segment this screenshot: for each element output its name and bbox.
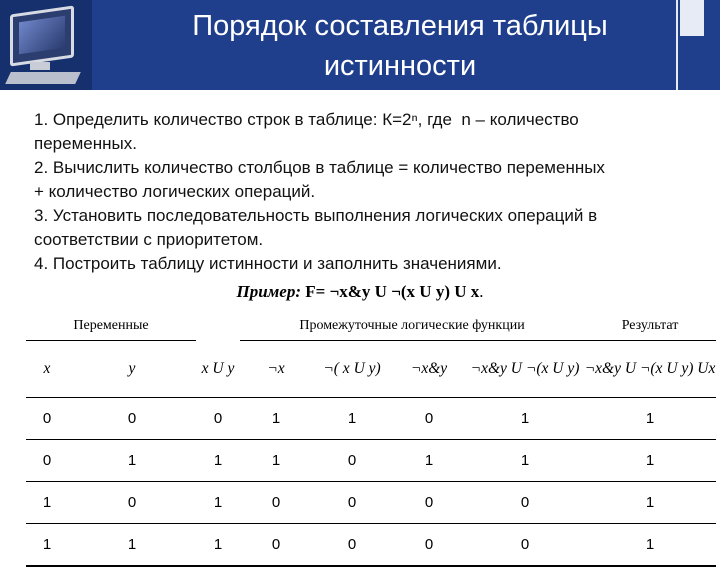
monitor-icon (10, 6, 74, 67)
table-row (26, 524, 716, 567)
table-cell: 1 (26, 524, 68, 567)
step-line: 4. Построить таблицу истинности и заполнить значениями. (34, 254, 502, 273)
table-cell: 1 (196, 482, 240, 524)
group-header-variables: Переменные (26, 312, 196, 341)
table-cell: 0 (68, 482, 196, 524)
slide-title-line-1: Порядок составления таблицы (192, 10, 608, 42)
column-header: ¬x&y U ¬(x U y) (466, 341, 584, 398)
table-cell: 1 (584, 440, 716, 482)
table-row (26, 398, 716, 440)
table-cell: 0 (392, 482, 466, 524)
column-header: ¬( x U y) (312, 341, 392, 398)
step-line: соответствии с приоритетом. (34, 230, 264, 249)
example-formula: F= ¬x&y U ¬(x U y) U x (305, 282, 480, 301)
table-cell: 1 (196, 524, 240, 567)
table-cell: 1 (392, 440, 466, 482)
table-cell: 1 (466, 398, 584, 440)
table-cell: 1 (240, 398, 312, 440)
header-decoration-stripe (676, 0, 678, 90)
table-cell: 0 (26, 440, 68, 482)
table-group-header-row (26, 312, 716, 341)
column-header: ¬x&y U ¬(x U y) Ux (584, 341, 716, 398)
keyboard-icon (5, 72, 81, 84)
table-cell: 1 (26, 482, 68, 524)
slide-title-line-2: истинности (323, 50, 477, 82)
table-cell: 0 (312, 524, 392, 567)
table-cell: 1 (68, 524, 196, 567)
example-end: . (479, 282, 484, 301)
step-line: 3. Установить последовательность выполнения логических операций в (34, 206, 598, 225)
truth-table (26, 312, 716, 567)
table-row (26, 440, 716, 482)
step-line: 2. Вычислить количество столбцов в таблице = количество переменных (34, 158, 605, 177)
table-cell: 0 (68, 398, 196, 440)
step-line: переменных. (34, 134, 137, 153)
table-cell: 0 (312, 482, 392, 524)
step-line: 1. Определить количество строк в таблице: К=2ⁿ, где n – количество (34, 110, 579, 129)
table-cell: 0 (312, 440, 392, 482)
table-cell: 0 (392, 398, 466, 440)
table-cell: 0 (196, 398, 240, 440)
group-header-result: Результат (584, 312, 716, 341)
table-cell: 0 (466, 482, 584, 524)
column-header: ¬x&y (392, 341, 466, 398)
table-cell: 0 (466, 524, 584, 567)
group-header-intermediate: Промежуточные логические функции (240, 312, 584, 341)
column-header: x U y (196, 341, 240, 398)
table-cell: 0 (240, 524, 312, 567)
table-cell: 1 (196, 440, 240, 482)
table-column-header-row (26, 341, 716, 398)
table-cell: 1 (584, 398, 716, 440)
table-cell: 1 (584, 482, 716, 524)
step-line: + количество логических операций. (34, 182, 316, 201)
table-cell: 0 (392, 524, 466, 567)
example-line (0, 282, 720, 302)
table-cell: 0 (26, 398, 68, 440)
table-cell: 1 (68, 440, 196, 482)
table-cell: 1 (466, 440, 584, 482)
column-header: ¬x (240, 341, 312, 398)
steps-list (34, 108, 714, 276)
table-row (26, 482, 716, 524)
slide-title (130, 6, 670, 86)
header-decoration-box (680, 0, 704, 36)
table-cell: 1 (584, 524, 716, 567)
column-header: y (68, 341, 196, 398)
table-cell: 0 (240, 482, 312, 524)
column-header: x (26, 341, 68, 398)
example-label: Пример: (236, 282, 301, 301)
computer-illustration (0, 0, 92, 90)
table-cell: 1 (312, 398, 392, 440)
slide-header (0, 0, 720, 90)
monitor-stand-icon (30, 62, 50, 70)
table-cell: 1 (240, 440, 312, 482)
